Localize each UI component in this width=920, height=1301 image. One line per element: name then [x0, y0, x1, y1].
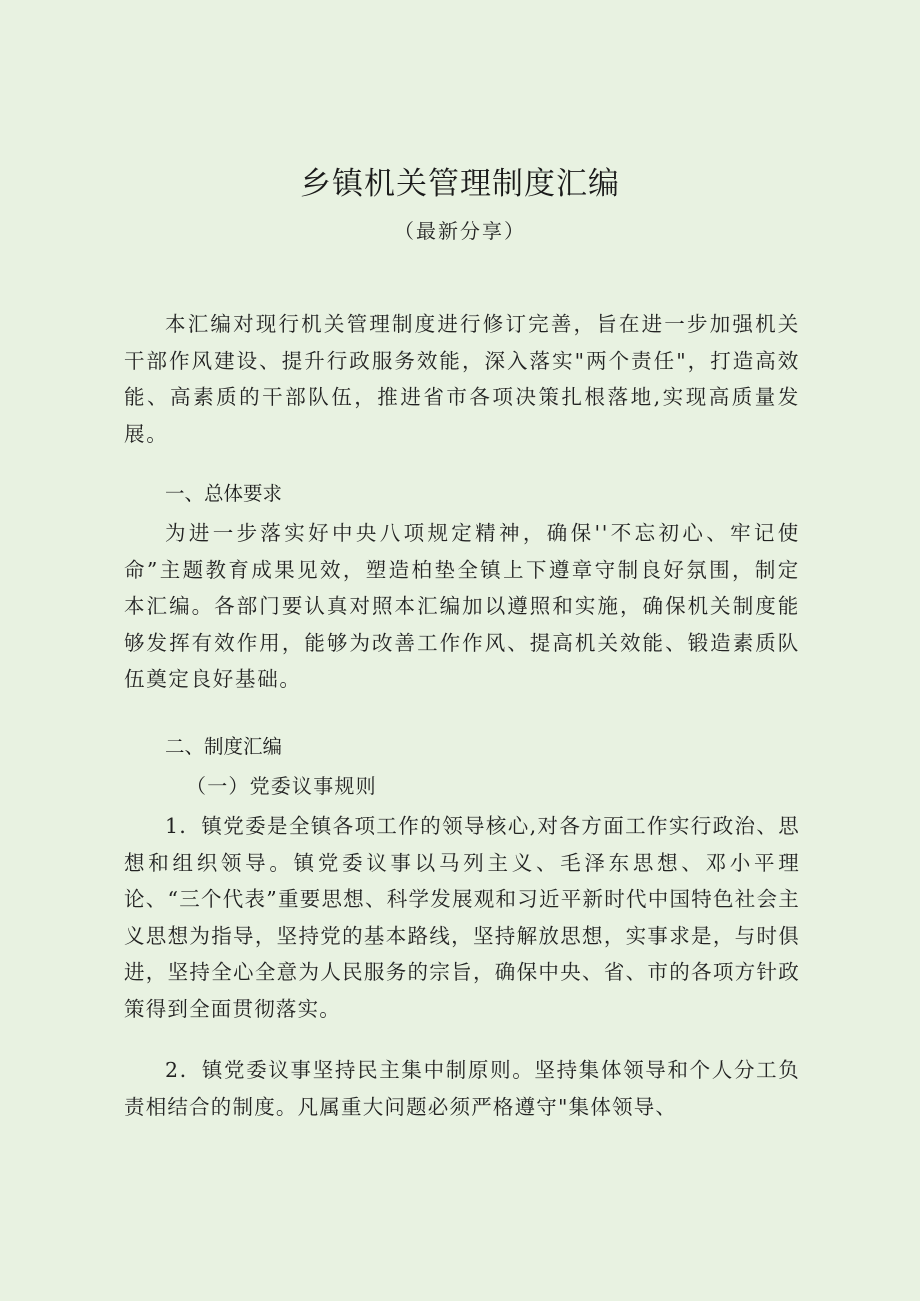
- section-heading-regulations: 二、制度汇编: [165, 735, 283, 758]
- document-title: 乡镇机关管理制度汇编: [300, 166, 620, 202]
- general-requirements-paragraph: 为进一步落实好中央八项规定精神，确保''不忘初心、牢记使命”主题教育成果见效，塑造柏垫全镇上下遵章守制良好氛围，制定本汇编。各部门要认真对照本汇编加以遵照和实施，确保机关制度能够发挥有效作用，能够为改善工作作风、提高机关效能、锻造素质队伍奠定良好基础。: [124, 521, 800, 691]
- intro-paragraph: 本汇编对现行机关管理制度进行修订完善，旨在进一步加强机关干部作风建设、提升行政服务效能，深入落实"两个责任"，打造高效能、高素质的干部队伍，推进省市各项决策扎根落地,实现高质量发展。: [124, 312, 800, 446]
- document-subtitle: （最新分享）: [394, 219, 526, 243]
- subsection-heading-party-committee-rules: （一）党委议事规则: [186, 774, 377, 798]
- section-heading-general-requirements: 一、总体要求: [165, 482, 283, 505]
- rule-item-1: 1．镇党委是全镇各项工作的领导核心,对各方面工作实行政治、思想和组织领导。镇党委议事以马列主义、毛泽东思想、邓小平理论、“三个代表”重要思想、科学发展观和习近平新时代中国特色社会主义思想为指导，坚持党的基本路线，坚持解放思想，实事求是，与时俱进，坚持全心全意为人民服务的宗旨，确保中央、省、市的各项方针政策得到全面贯彻落实。: [124, 814, 800, 1021]
- rule-item-2: 2．镇党委议事坚持民主集中制原则。坚持集体领导和个人分工负责相结合的制度。凡属重大问题必须严格遵守"集体领导、: [124, 1058, 800, 1119]
